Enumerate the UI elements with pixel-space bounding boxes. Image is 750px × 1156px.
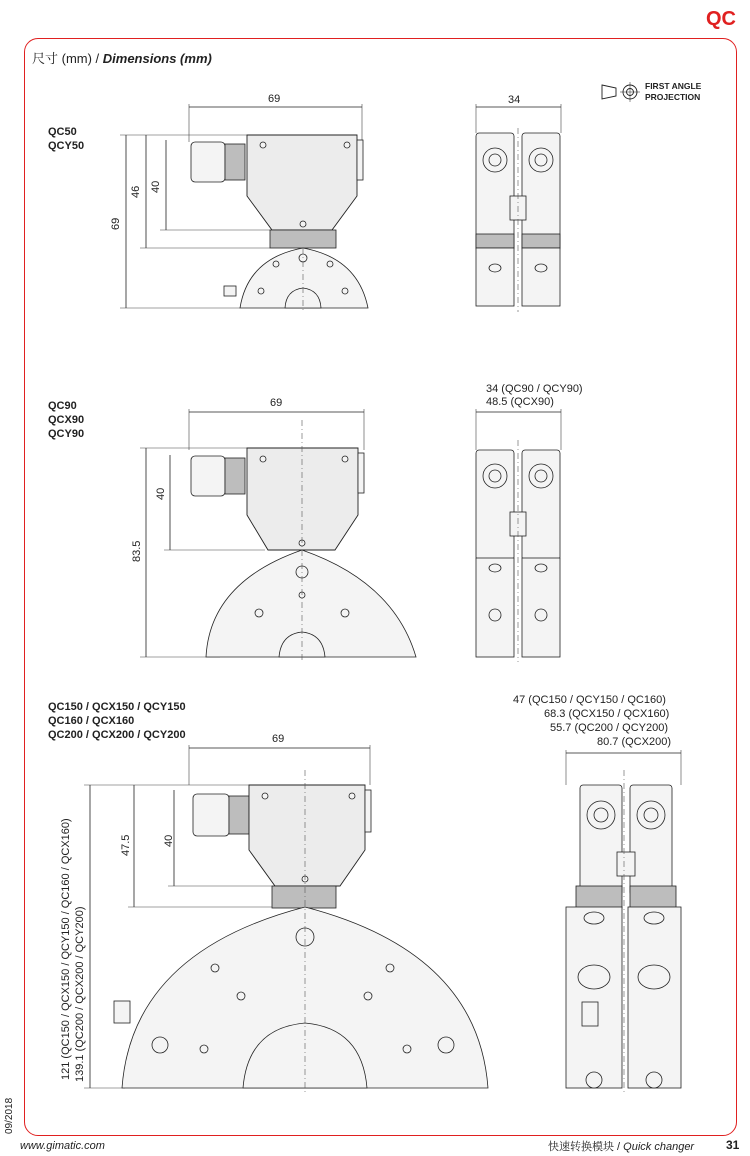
block2-model-list: [48, 399, 84, 441]
block3-model-list: [48, 700, 186, 742]
projection-line-2: PROJECTION: [645, 92, 701, 102]
block1-dim-v3: 69: [110, 217, 122, 230]
block1-dim-v1: 46: [130, 185, 142, 198]
block1-dim-v2: 40: [150, 180, 162, 193]
block1-dim-top: 69: [268, 93, 281, 105]
block3-dim-v3: 121 (QC150 / QCX150 / QCY150 / QC160 / QCX160): [60, 818, 72, 1080]
block3-dim-v1: 40: [163, 834, 175, 847]
block3-dim-v2: 47.5: [120, 834, 132, 856]
model-label: QC200 / QCX200 / QCY200: [48, 729, 186, 741]
qc50-front-view: [120, 104, 368, 312]
qc90-side-view: [476, 409, 561, 662]
section-title-cn: 尺寸 (mm) /: [32, 51, 103, 66]
block3-dim-side-width-3: 55.7 (QC200 / QCY200): [550, 722, 669, 734]
footer-title-cn: 快速转换模块 /: [548, 1141, 624, 1153]
block2-dim-v1: 40: [155, 487, 167, 500]
model-label: QCX90: [48, 414, 85, 426]
block1-dim-side-width: 34: [508, 94, 521, 106]
block1-model-list: [48, 125, 84, 153]
model-label: QC50: [48, 126, 77, 138]
qc50-side-view: [476, 104, 561, 312]
block2-dim-v2: 83.5: [131, 540, 143, 562]
model-label: QCY50: [48, 140, 85, 152]
model-label: QC160 / QCX160: [48, 715, 135, 727]
block3-dim-top: 69: [272, 733, 285, 745]
block2-dim-side-width-1: 34 (QC90 / QCY90): [486, 383, 583, 395]
block3-dim-side-width-2: 68.3 (QCX150 / QCX160): [544, 708, 670, 720]
block3-dim-side-width-4: 80.7 (QCX200): [597, 736, 671, 748]
model-label: QC90: [48, 400, 77, 412]
model-label: QC150 / QCX150 / QCY150: [48, 701, 186, 713]
footer-url: www.gimatic.com: [20, 1140, 105, 1152]
qc90-front-view: [140, 409, 416, 662]
brand-label: QC: [706, 8, 736, 30]
block3-dim-v4: 139.1 (QC200 / QCX200 / QCY200): [74, 906, 86, 1082]
footer-title: [548, 1138, 694, 1154]
footer-title-en: Quick changer: [623, 1141, 695, 1153]
model-label: QCY90: [48, 428, 85, 440]
qc150-side-view: [566, 750, 681, 1092]
block3-dim-side-width-1: 47 (QC150 / QCY150 / QC160): [513, 694, 666, 706]
block2-dim-side-width-2: 48.5 (QCX90): [486, 396, 554, 408]
qc150-front-view: [84, 745, 488, 1092]
page-number: 31: [726, 1138, 740, 1152]
block2-dim-top: 69: [270, 397, 283, 409]
section-title-en: Dimensions (mm): [102, 51, 212, 66]
projection-line-1: FIRST ANGLE: [645, 81, 702, 91]
footer-date: 09/2018: [4, 1097, 15, 1134]
